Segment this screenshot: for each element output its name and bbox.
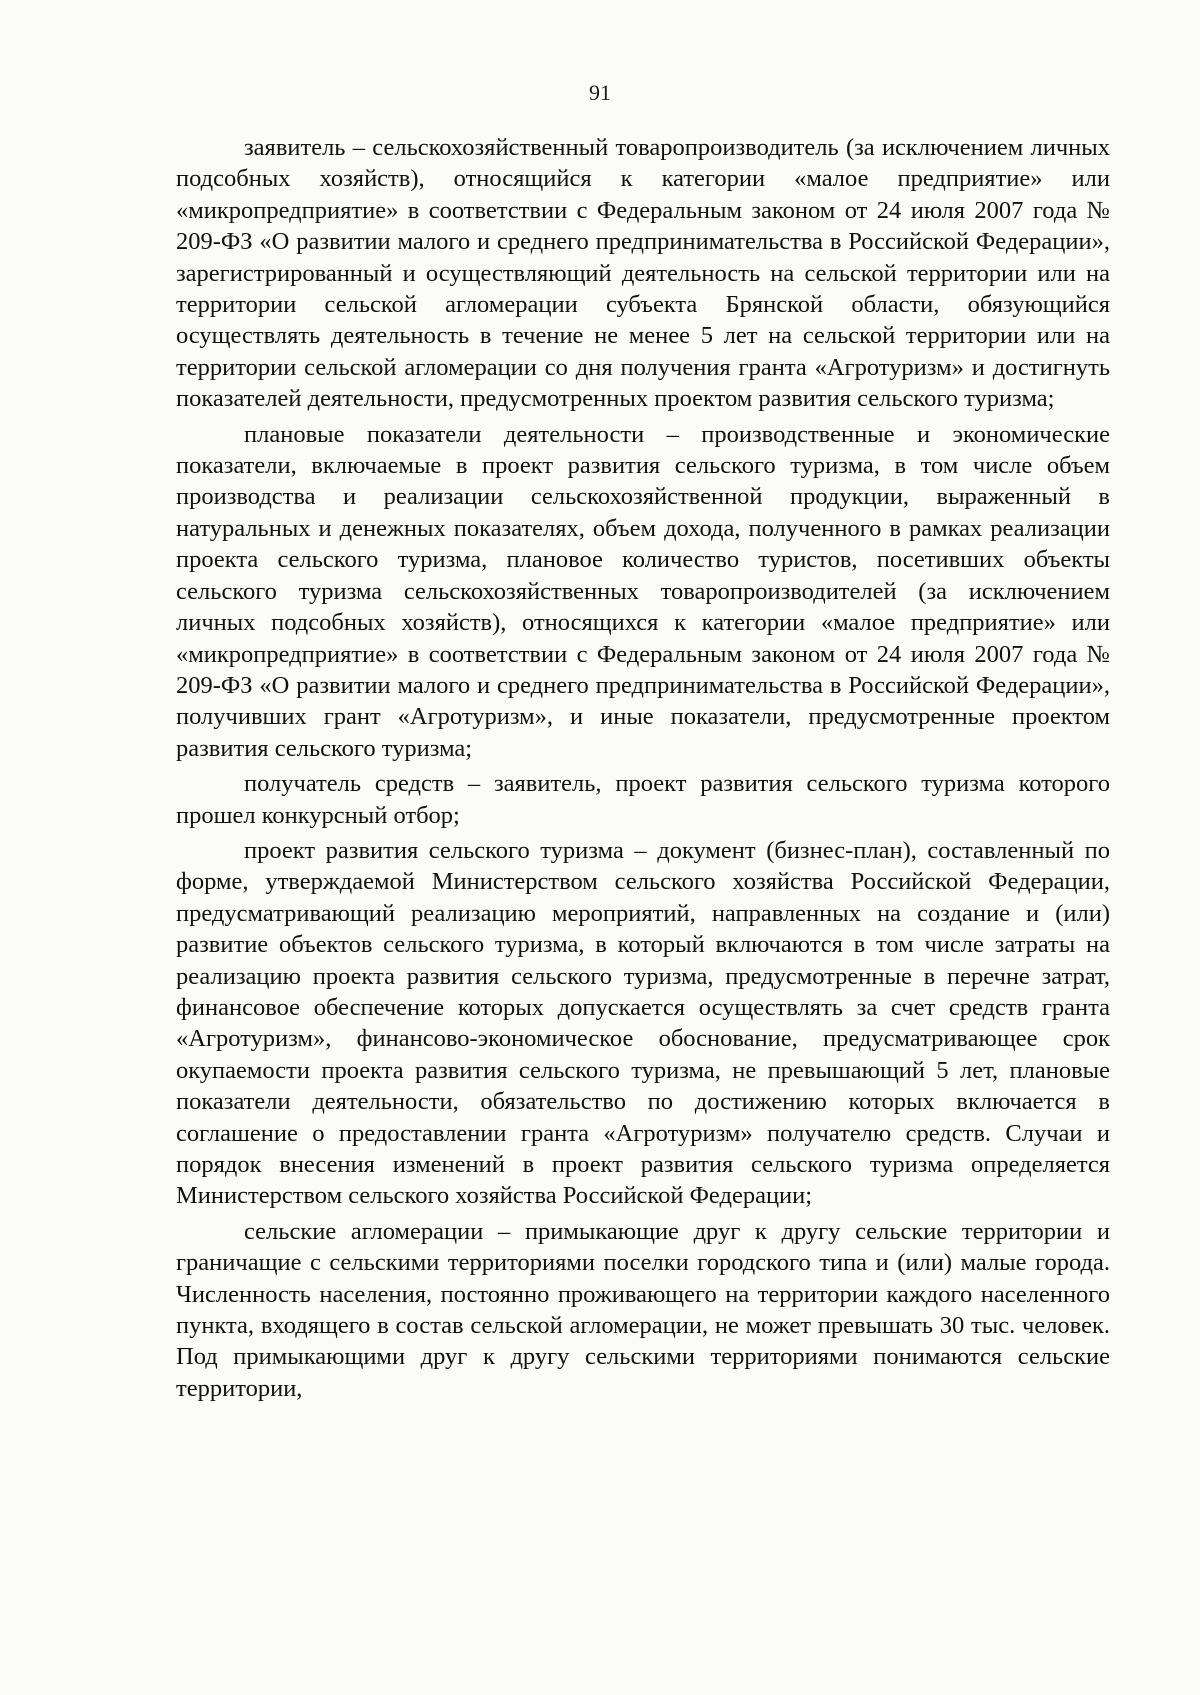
paragraph-planned-indicators-definition: плановые показатели деятельности – производственные и экономические показатели, включаемые в проект развития сельского туризма, в том числе объем производства и реализации сельскохозяйственной продукции, выраженный в натуральных и денежных показателях, объем дохода, полученного в рамках реализации проекта сельского туризма, плановое количество туристов, посетивших объекты сельского туризма сельскохозяйственных товаропроизводителей (за исключением личных подсобных хозяйств), относящихся к категории «малое предприятие» или «микропредприятие» в соответствии с Федеральным законом от 24 июля 2007 года № 209-ФЗ «О развитии малого и среднего предпринимательства в Российской Федерации», получивших грант «Агротуризм», и иные показатели, предусмотренные проектом развития сельского туризма; [176,420,1110,762]
paragraph-applicant-definition: заявитель – сельскохозяйственный товаропроизводитель (за исключением личных подсобных хозяйств), относящийся к категории «малое предприятие» или «микропредприятие» в соответствии с Федеральным законом от 24 июля 2007 года № 209-ФЗ «О развитии малого и среднего предпринимательства в Российской Федерации», зарегистрированный и осуществляющий деятельность на сельской территории или на территории сельской агломерации субъекта Брянской области, обязующийся осуществлять деятельность в течение не менее 5 лет на сельской территории или на территории сельской агломерации со дня получения гранта «Агротуризм» и достигнуть показателей деятельности, предусмотренных проектом развития сельского туризма; [176,134,1110,413]
paragraph-recipient-definition: получатель средств – заявитель, проект развития сельского туризма которого прошел конкурсный отбор; [176,770,1110,829]
document-body [176,132,1110,1408]
paragraph-rural-agglomerations-definition: сельские агломерации – примыкающие друг к другу сельские территории и граничащие с сельскими территориями поселки городского типа и (или) малые города. Численность населения, постоянно проживающего на территории каждого населенного пункта, входящего в состав сельской агломерации, не может превышать 30 тыс. человек. Под примыкающими друг к другу сельскими территориями понимаются сельские территории, [176,1217,1110,1402]
paragraph-project-definition: проект развития сельского туризма – документ (бизнес-план), составленный по форме, утверждаемой Министерством сельского хозяйства Российской Федерации, предусматривающий реализацию мероприятий, направленных на создание и (или) развитие объектов сельского туризма, в который включаются в том числе затраты на реализацию проекта развития сельского туризма, предусмотренные в перечне затрат, финансовое обеспечение которых допускается осуществлять за счет средств гранта «Агротуризм», финансово-экономическое обоснование, предусматривающее срок окупаемости проекта развития сельского туризма, не превышающий 5 лет, плановые показатели деятельности, обязательство по достижению которых включается в соглашение о предоставлении гранта «Агротуризм» получателю средств. Случаи и порядок внесения изменений в проект развития сельского туризма определяется Министерством сельского хозяйства Российской Федерации; [176,836,1110,1210]
page-number: 91 [589,80,611,105]
